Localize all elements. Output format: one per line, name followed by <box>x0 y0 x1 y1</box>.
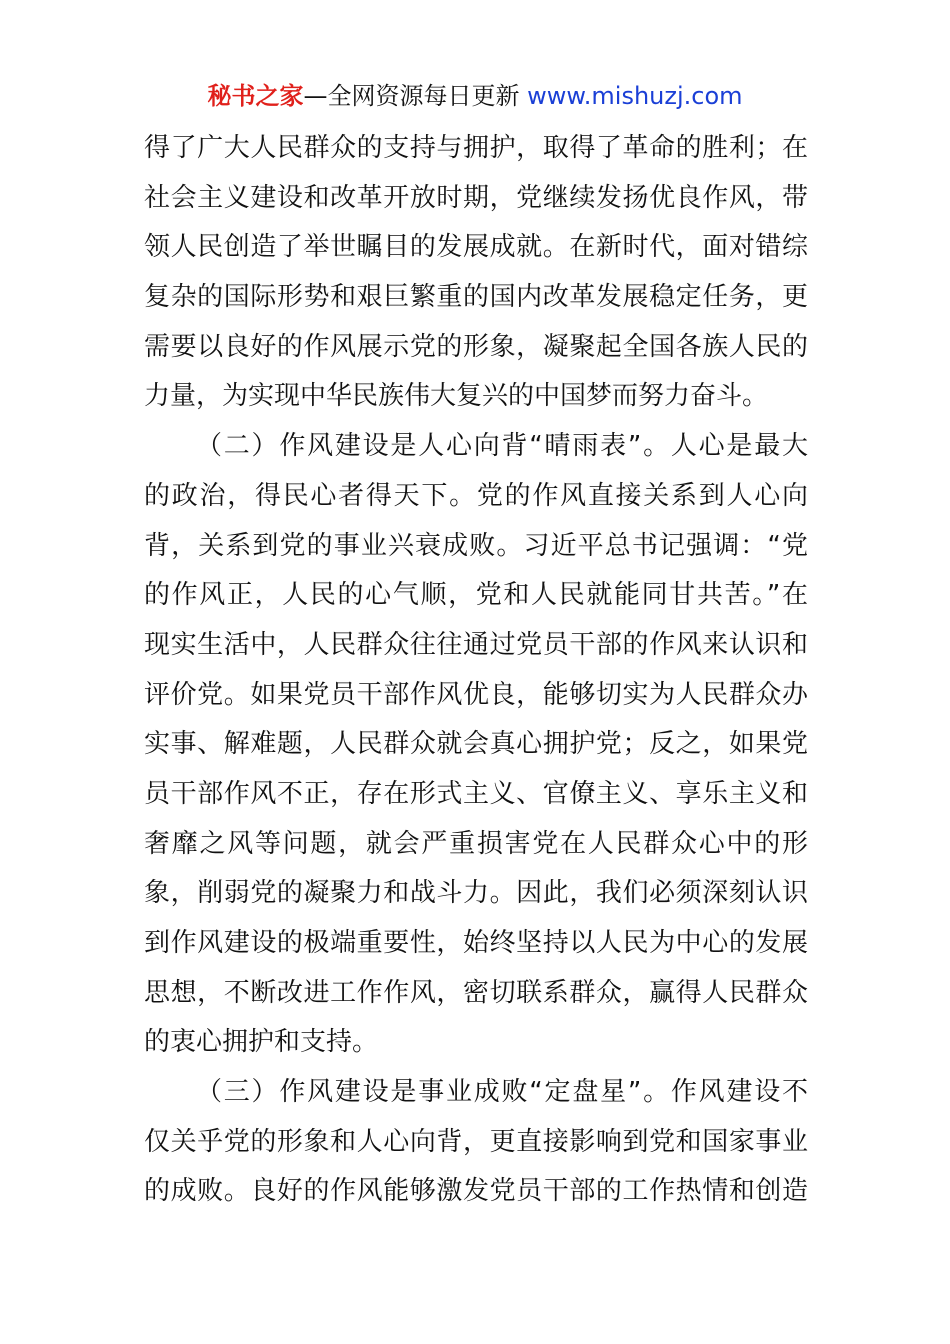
text-line: 的衷心拥护和支持。 <box>144 1027 379 1058</box>
paragraph-heading-line: （二）作风建设是人心向背“晴雨表”。人心是最大 <box>196 431 808 462</box>
text-line: 奢靡之风等问题，就会严重损害党在人民群众心中的形 <box>144 828 808 859</box>
site-brand: 秘书之家 <box>207 82 304 110</box>
text-line: 领人民创造了举世瞩目的发展成就。在新时代，面对错综 <box>144 232 808 263</box>
text-line: 社会主义建设和改革开放时期，党继续发扬优良作风，带 <box>144 182 808 213</box>
text-line: 力量，为实现中华民族伟大复兴的中国梦而努力奋斗。 <box>144 381 769 412</box>
text-line: 到作风建设的极端重要性，始终坚持以人民为中心的发展 <box>144 928 808 958</box>
text-line: 背，关系到党的事业兴衰成败。习近平总书记强调：“党 <box>144 530 808 561</box>
text-line: 需要以良好的作风展示党的形象，凝聚起全国各族人民的 <box>144 331 808 362</box>
site-header <box>0 80 950 112</box>
text-line: 的成败。良好的作风能够激发党员干部的工作热情和创造 <box>144 1176 808 1207</box>
document-body <box>144 124 808 1217</box>
text-line: 得了广大人民群众的支持与拥护，取得了革命的胜利；在 <box>144 133 808 163</box>
text-line: 现实生活中，人民群众往往通过党员干部的作风来认识和 <box>144 629 808 660</box>
text-line: 员干部作风不正，存在形式主义、官僚主义、享乐主义和 <box>144 778 808 809</box>
text-line: 的作风正，人民的心气顺，党和人民就能同甘共苦。”在 <box>144 580 808 611</box>
text-line: 评价党。如果党员干部作风优良，能够切实为人民群众办 <box>144 679 808 710</box>
text-line: 复杂的国际形势和艰巨繁重的国内改革发展稳定任务，更 <box>144 282 808 313</box>
text-line: 仅关乎党的形象和人心向背，更直接影响到党和国家事业 <box>144 1126 808 1157</box>
text-line: 实事、解难题，人民群众就会真心拥护党；反之，如果党 <box>144 729 808 760</box>
text-line: 象，削弱党的凝聚力和战斗力。因此，我们必须深刻认识 <box>144 878 808 909</box>
text-line: 思想，不断改进工作作风，密切联系群众，赢得人民群众 <box>144 977 808 1008</box>
site-tagline: —全网资源每日更新 <box>303 82 528 110</box>
paragraph-heading-line: （三）作风建设是事业成败“定盘星”。作风建设不 <box>196 1077 808 1108</box>
site-url-link[interactable]: www.mishuzj.com <box>527 82 743 110</box>
text-line: 的政治，得民心者得天下。党的作风直接关系到人心向 <box>144 480 808 511</box>
